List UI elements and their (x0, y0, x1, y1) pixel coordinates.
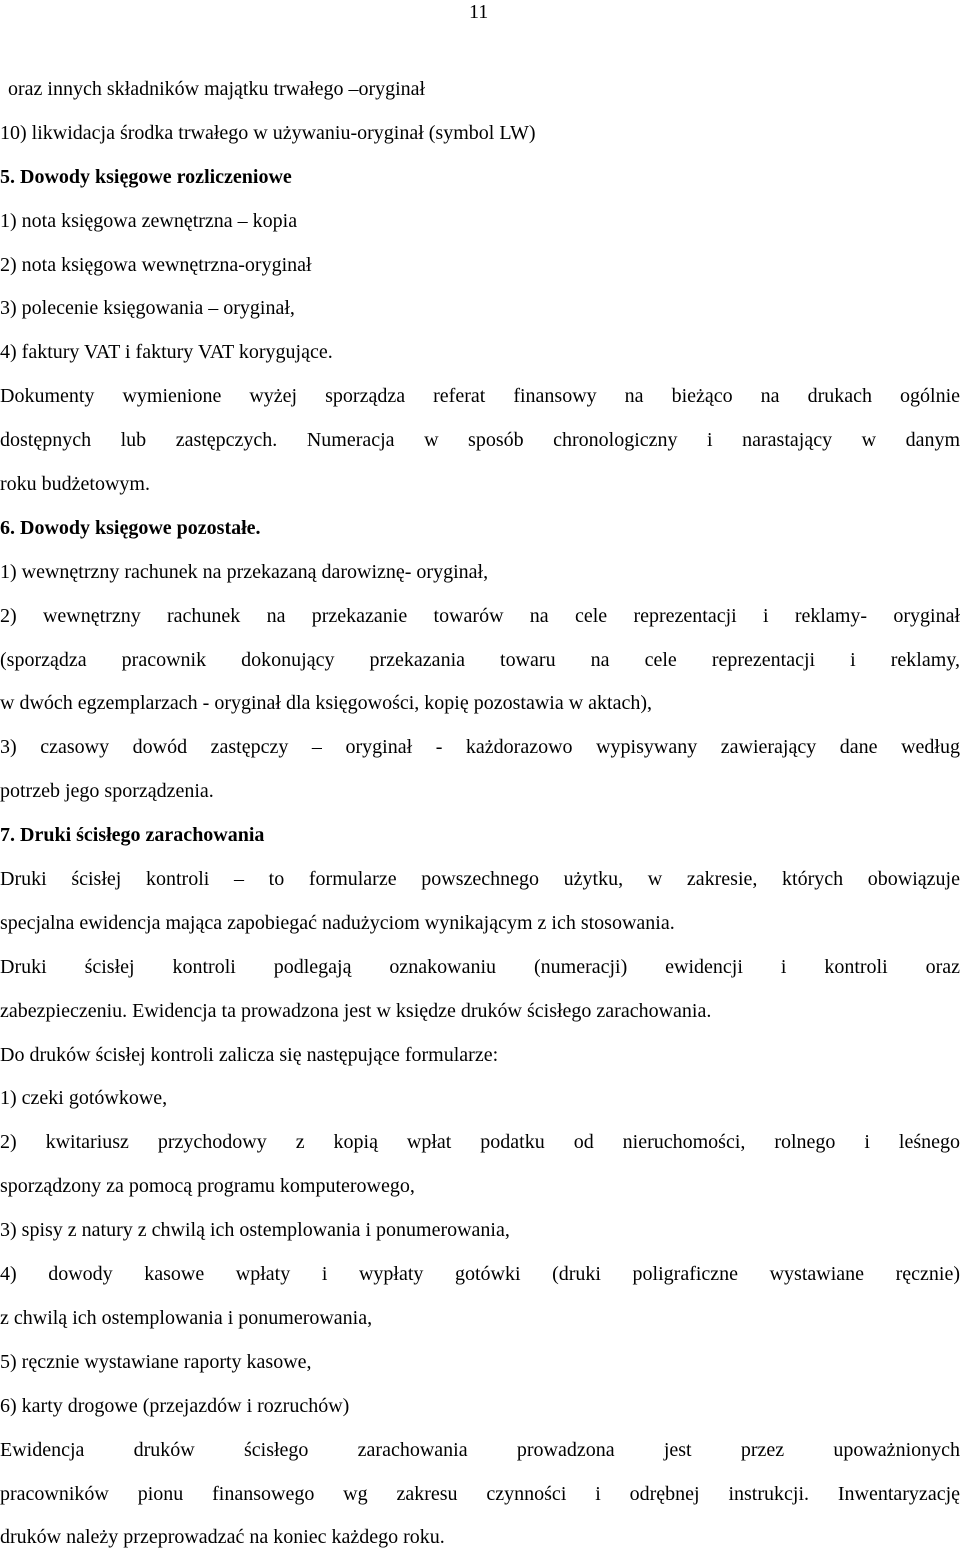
text-line: w dwóch egzemplarzach - oryginał dla księgowości, kopię pozostawia w aktach), (0, 692, 652, 715)
text-line: 10) likwidacja środka trwałego w używaniu-oryginał (symbol LW) (0, 121, 536, 144)
text-line: dostępnych lub zastępczych. Numeracja w sposób chronologiczny i narastający w danym (0, 429, 960, 452)
section-heading: 5. Dowody księgowe rozliczeniowe (0, 165, 292, 188)
text-line: Ewidencja druków ścisłego zarachowania prowadzona jest przez upoważnionych (0, 1438, 960, 1461)
text-line: 2) wewnętrzny rachunek na przekazanie towarów na cele reprezentacji i reklamy- oryginał (0, 604, 960, 627)
text-line: 2) kwitariusz przychodowy z kopią wpłat podatku od nieruchomości, rolnego i leśnego (0, 1131, 960, 1154)
text-line: Druki ścisłej kontroli – to formularze powszechnego użytku, w zakresie, których obowiązuje (0, 868, 960, 891)
text-line: Do druków ścisłej kontroli zalicza się następujące formularze: (0, 1043, 499, 1066)
text-line: 4) dowody kasowe wpłaty i wypłaty gotówki (druki poligraficzne wystawiane ręcznie) (0, 1263, 960, 1286)
text-line: 1) nota księgowa zewnętrzna – kopia (0, 209, 298, 232)
text-line: druków należy przeprowadzać na koniec każdego roku. (0, 1526, 445, 1549)
document-body (0, 72, 960, 1564)
text-line: zabezpieczeniu. Ewidencja ta prowadzona jest w księdze druków ścisłego zarachowania. (0, 999, 712, 1022)
text-line: 6) karty drogowe (przejazdów i rozruchów) (0, 1394, 350, 1417)
text-line: 3) czasowy dowód zastępczy – oryginał - każdorazowo wypisywany zawierający dane według (0, 736, 960, 759)
text-line: roku budżetowym. (0, 473, 150, 496)
text-line: 1) czeki gotówkowe, (0, 1087, 168, 1110)
text-line: pracowników pionu finansowego wg zakresu czynności i odrębnej instrukcji. Inwentaryzację (0, 1482, 960, 1505)
text-line: sporządzony za pomocą programu komputerowego, (0, 1175, 415, 1198)
text-line: Druki ścisłej kontroli podlegają oznakowaniu (numeracji) ewidencji i kontroli oraz (0, 955, 960, 978)
section-heading: 6. Dowody księgowe pozostałe. (0, 516, 261, 539)
text-line: 2) nota księgowa wewnętrzna-oryginał (0, 253, 312, 276)
text-line: potrzeb jego sporządzenia. (0, 780, 214, 803)
text-line: 3) polecenie księgowania – oryginał, (0, 297, 295, 320)
section-heading: 7. Druki ścisłego zarachowania (0, 824, 265, 847)
text-line: z chwilą ich ostemplowania i ponumerowania, (0, 1306, 373, 1329)
text-line: 4) faktury VAT i faktury VAT korygujące. (0, 341, 333, 364)
text-line: Dokumenty wymienione wyżej sporządza referat finansowy na bieżąco na drukach ogólnie (0, 385, 960, 408)
text-line: 3) spisy z natury z chwilą ich ostemplowania i ponumerowania, (0, 1219, 510, 1242)
text-line: specjalna ewidencja mająca zapobiegać nadużyciom wynikającym z ich stosowania. (0, 911, 675, 934)
text-line: oraz innych składników majątku trwałego –oryginał (8, 78, 426, 100)
text-line: 5) ręcznie wystawiane raporty kasowe, (0, 1350, 312, 1373)
page-number: 11 (469, 1, 489, 23)
text-line: 1) wewnętrzny rachunek na przekazaną darowiznę- oryginał, (0, 560, 489, 583)
text-line: (sporządza pracownik dokonujący przekazania towaru na cele reprezentacji i reklamy, (0, 648, 960, 671)
